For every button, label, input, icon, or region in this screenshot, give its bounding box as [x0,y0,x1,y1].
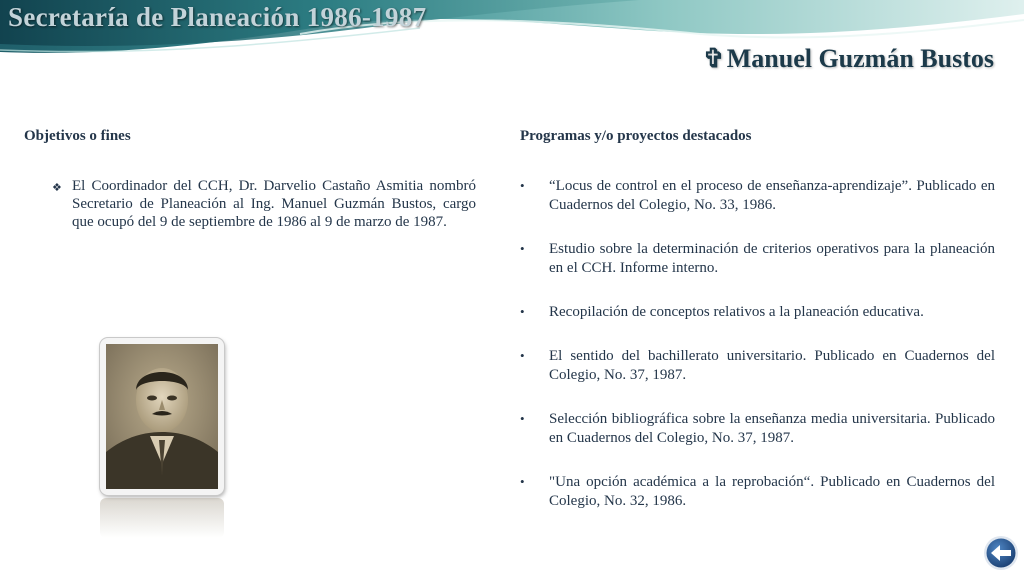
program-text: El sentido del bachillerato universitario. Publicado en Cuadernos del Colegio, No. 37, 1987. [549,348,995,383]
program-text: “Locus de control en el proceso de enseñanza-aprendizaje”. Publicado en Cuadernos del Colegio, No. 33, 1986. [549,178,995,213]
list-item [520,303,995,322]
programs-heading: Programas y/o proyectos destacados [520,128,752,144]
portrait-reflection [100,498,224,538]
program-text: Estudio sobre la determinación de criterios operativos para la planeación en el CCH. Informe interno. [549,241,995,276]
program-text: Recopilación de conceptos relativos a la planeación educativa. [549,304,924,320]
bullet-icon: • [520,241,525,256]
person-name: Manuel Guzmán Bustos [726,44,994,73]
program-text: Selección bibliográfica sobre la enseñanza media universitaria. Publicado en Cuadernos del Colegio, No. 37, 1987. [549,411,995,446]
programs-section [520,128,995,536]
list-item [520,473,995,511]
list-item [520,177,995,215]
page-title: Secretaría de Planeación 1986-1987 [8,2,427,32]
bullet-icon: • [520,411,525,426]
diamond-bullet-icon: ❖ [52,182,62,194]
bullet-icon: • [520,304,525,319]
portrait-photo [106,344,218,489]
person-name-heading [703,44,994,74]
programs-list [520,177,995,511]
objectives-heading: Objetivos o fines [24,128,131,144]
bullet-icon: • [520,348,525,363]
objectives-section [24,128,476,231]
list-item [520,347,995,385]
objective-text: El Coordinador del CCH, Dr. Darvelio Castaño Asmitia nombró Secretario de Planeación al Ing. Manuel Guzmán Bustos, cargo que ocupó del 9 de septiembre de 1986 al 9 de marzo de 1987. [72,178,476,230]
objective-item [24,177,476,231]
back-button[interactable] [983,535,1019,571]
list-item [520,410,995,448]
program-text: "Una opción académica a la reprobación“. Publicado en Cuadernos del Colegio, No. 32, 1986. [549,474,995,509]
bullet-icon: • [520,178,525,193]
portrait-frame [100,338,224,495]
bullet-icon: • [520,474,525,489]
cross-icon: ✞ [702,44,725,73]
list-item [520,240,995,278]
back-arrow-icon [983,535,1019,571]
